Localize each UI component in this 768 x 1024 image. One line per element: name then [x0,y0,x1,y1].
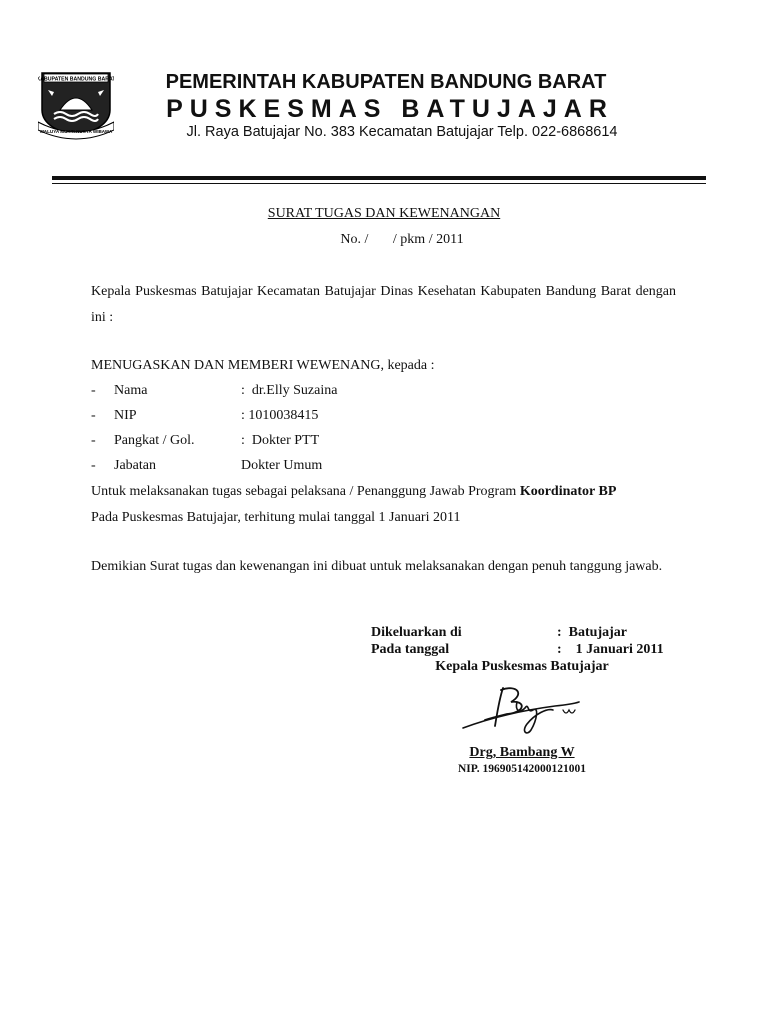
date-value: : 1 Januari 2011 [557,642,664,657]
field-value: : dr.Elly Suzaina [241,383,338,398]
purpose-program: Koordinator BP [519,484,617,499]
letter-number: No. / / pkm / 2011 [340,232,464,247]
purpose-prefix: Untuk melaksanakan tugas sebagai pelaksana / Penanggung Jawab Program [91,484,520,499]
signatory-nip: NIP. 196905142000121001 [458,763,586,775]
header-rule-thick [52,176,706,180]
logo-motto-text: WALUYA MUKTI NUSYA WIBAWA [39,129,113,134]
field-row-nip [91,403,591,428]
handwritten-signature [455,680,605,740]
institution-address: Jl. Raya Batujajar No. 383 Kecamatan Batujajar Telp. 022-6868614 [186,124,618,140]
field-row-name [91,378,591,403]
government-name: PEMERINTAH KABUPATEN BANDUNG BARAT [165,71,607,93]
field-dash: - [91,458,96,473]
issued-label: Dikeluarkan di [371,625,462,640]
field-dash: - [91,383,96,398]
issued-value: : Batujajar [557,625,627,640]
field-label: Nama [114,383,148,398]
field-row-rank [91,428,591,453]
field-row-position [91,453,591,478]
date-label: Pada tanggal [371,642,450,657]
field-label: Jabatan [114,458,156,473]
purpose-suffix: Pada Puskesmas Batujajar, terhitung mulai tanggal 1 Januari 2011 [91,510,461,525]
field-label: NIP [114,408,137,423]
field-dash: - [91,408,96,423]
signatory-name: Drg, Bambang W [469,745,575,760]
assignment-heading: MENUGASKAN DAN MEMBERI WEWENANG, kepada : [91,358,435,373]
field-dash: - [91,433,96,448]
field-label: Pangkat / Gol. [114,433,195,448]
letter-title-text: SURAT TUGAS DAN KEWENANGAN [267,206,501,221]
letter-title [0,206,768,222]
logo-top-text: KABUPATEN BANDUNG BARAT [38,76,114,83]
field-value: : Dokter PTT [241,433,320,448]
header-rule-thin [52,183,706,184]
opening-paragraph: Kepala Puskesmas Batujajar Kecamatan Batujajar Dinas Kesehatan Kabupaten Bandung Barat dengan ini : [91,284,676,325]
closing-paragraph: Demikian Surat tugas dan kewenangan ini dibuat untuk melaksanakan dengan penuh tanggung jawab. [91,559,663,574]
purpose-paragraph [91,479,676,531]
signatory-position: Kepala Puskesmas Batujajar [435,659,609,674]
field-value: Dokter Umum [241,458,323,473]
field-value: : 1010038415 [241,408,319,423]
institution-name: PUSKESMAS BATUJAJAR [166,95,614,123]
